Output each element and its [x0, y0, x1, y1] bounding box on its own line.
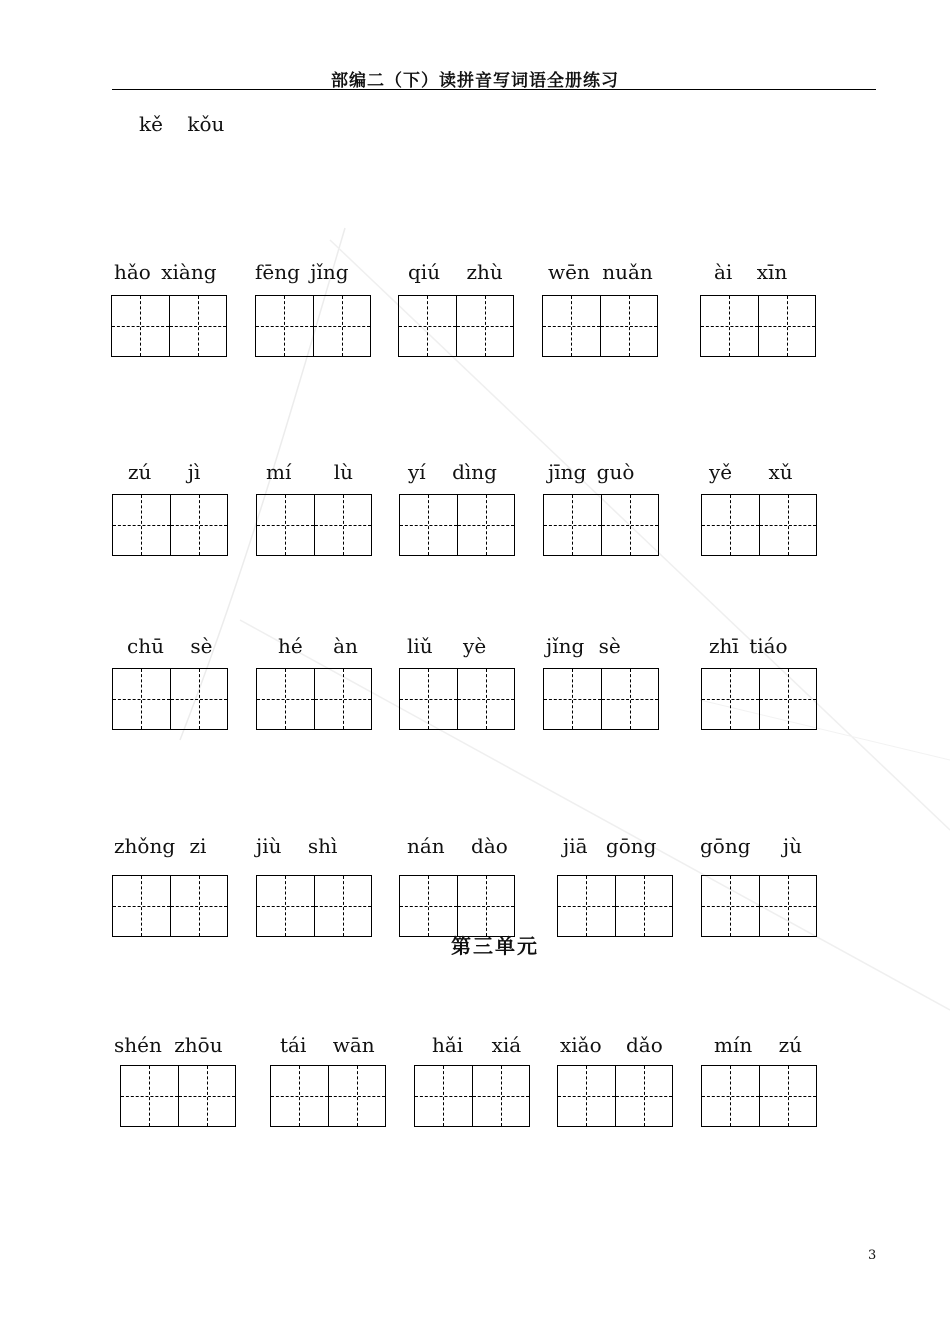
writing-cell[interactable] [112, 296, 169, 356]
writing-grid[interactable] [414, 1065, 530, 1127]
writing-grid[interactable] [120, 1065, 236, 1127]
writing-cell[interactable] [257, 495, 314, 555]
writing-grid[interactable] [112, 875, 228, 937]
pinyin-syllable: yě [709, 460, 733, 484]
pinyin-syllable: zhōu [174, 1033, 223, 1057]
pinyin-label [560, 1033, 663, 1057]
writing-cell[interactable] [615, 876, 673, 936]
pinyin-syllable: hǎo [114, 260, 151, 284]
pinyin-syllable: shén [114, 1033, 162, 1057]
pinyin-label [255, 260, 349, 284]
page-title: 部编二（下）读拼音写词语全册练习 [331, 71, 619, 91]
pinyin-syllable: jiā [563, 834, 588, 858]
writing-cell[interactable] [601, 495, 659, 555]
unit-heading: 第三单元 [451, 934, 539, 958]
pinyin-syllable: xiǎo [560, 1033, 602, 1057]
writing-cell[interactable] [271, 1066, 328, 1126]
pinyin-syllable: yí [408, 460, 426, 484]
writing-cell[interactable] [457, 495, 515, 555]
writing-cell[interactable] [544, 669, 601, 729]
pinyin-label [563, 834, 656, 858]
pinyin-label [408, 260, 503, 284]
pinyin-syllable: ài [714, 260, 733, 284]
pinyin-label [127, 634, 212, 658]
writing-cell[interactable] [702, 876, 759, 936]
writing-cell[interactable] [472, 1066, 530, 1126]
pinyin-label [256, 834, 337, 858]
pinyin-label [709, 460, 793, 484]
writing-cell[interactable] [543, 296, 600, 356]
pinyin-syllable: zhù [466, 260, 503, 284]
pinyin-syllable: lù [333, 460, 354, 484]
writing-cell[interactable] [113, 876, 170, 936]
writing-cell[interactable] [400, 495, 457, 555]
pinyin-syllable: xǔ [768, 460, 793, 484]
writing-cell[interactable] [257, 876, 314, 936]
pinyin-label [266, 460, 353, 484]
writing-grid[interactable] [543, 494, 659, 556]
pinyin-syllable: qiú [408, 260, 441, 284]
writing-cell[interactable] [121, 1066, 178, 1126]
pinyin-syllable: zú [128, 460, 152, 484]
pinyin-label [546, 634, 621, 658]
pinyin-syllable: gōng [605, 834, 657, 858]
writing-cell[interactable] [759, 669, 817, 729]
pinyin-syllable: xiàng [161, 260, 217, 284]
pinyin-syllable: hé [278, 634, 303, 658]
pinyin-syllable: dǎo [626, 1033, 663, 1057]
pinyin-label-top [139, 112, 224, 136]
writing-grid[interactable] [255, 295, 371, 357]
writing-grid[interactable] [399, 875, 515, 937]
pinyin-syllable: jì [187, 460, 201, 484]
writing-cell[interactable] [615, 1066, 673, 1126]
pinyin-syllable: nán [407, 834, 445, 858]
pinyin-syllable: liǔ [407, 634, 433, 658]
pinyin-syllable: sè [190, 634, 213, 658]
writing-grid[interactable] [542, 295, 658, 357]
pinyin-syllable: tái [280, 1033, 307, 1057]
pinyin-syllable: zi [189, 834, 207, 858]
pinyin-syllable: fēng [255, 260, 300, 284]
writing-grid[interactable] [270, 1065, 386, 1127]
pinyin-syllable: zú [778, 1033, 803, 1057]
pinyin-syllable: wān [332, 1033, 375, 1057]
writing-cell[interactable] [314, 876, 372, 936]
writing-cell[interactable] [257, 669, 314, 729]
pinyin-label [278, 634, 358, 658]
pinyin-label [714, 1033, 802, 1057]
pinyin-syllable: jǐng [546, 634, 585, 658]
pinyin-syllable: mín [714, 1033, 753, 1057]
writing-grid[interactable] [701, 875, 817, 937]
pinyin-syllable: hǎi [432, 1033, 464, 1057]
pinyin-label [128, 460, 200, 484]
page-number: 3 [868, 1248, 877, 1263]
writing-cell[interactable] [759, 876, 817, 936]
pinyin-syllable: mí [266, 460, 292, 484]
pinyin-syllable: kǒu [187, 112, 225, 136]
pinyin-label [114, 834, 206, 858]
writing-cell[interactable] [457, 876, 515, 936]
writing-cell[interactable] [113, 495, 170, 555]
pinyin-label [700, 834, 802, 858]
pinyin-label [407, 634, 486, 658]
pinyin-syllable: sè [598, 634, 621, 658]
pinyin-syllable: zhī [709, 634, 739, 658]
pinyin-syllable: jīng [548, 460, 587, 484]
writing-grid[interactable] [256, 494, 372, 556]
writing-cell[interactable] [415, 1066, 472, 1126]
pinyin-syllable: gōng [700, 834, 751, 858]
pinyin-label [114, 260, 217, 284]
writing-cell[interactable] [313, 296, 371, 356]
writing-grid[interactable] [701, 1065, 817, 1127]
pinyin-syllable: jǐng [310, 260, 349, 284]
pinyin-label [432, 1033, 521, 1057]
pinyin-label [548, 460, 634, 484]
writing-cell[interactable] [169, 296, 227, 356]
writing-cell[interactable] [701, 296, 758, 356]
pinyin-syllable: zhǒng [114, 834, 176, 858]
writing-grid[interactable] [701, 668, 817, 730]
writing-cell[interactable] [170, 495, 228, 555]
writing-cell[interactable] [400, 876, 457, 936]
pinyin-syllable: tiáo [749, 634, 788, 658]
writing-cell[interactable] [702, 1066, 759, 1126]
writing-grid[interactable] [398, 295, 514, 357]
writing-grid[interactable] [256, 875, 372, 937]
writing-cell[interactable] [328, 1066, 386, 1126]
writing-cell[interactable] [400, 669, 457, 729]
pinyin-syllable: wēn [548, 260, 590, 284]
pinyin-syllable: àn [333, 634, 358, 658]
pinyin-label [114, 1033, 223, 1057]
writing-cell[interactable] [256, 296, 313, 356]
pinyin-syllable: jù [782, 834, 802, 858]
writing-cell[interactable] [544, 495, 601, 555]
writing-grid[interactable] [557, 875, 673, 937]
writing-cell[interactable] [558, 876, 615, 936]
writing-cell[interactable] [702, 669, 759, 729]
writing-cell[interactable] [456, 296, 514, 356]
writing-grid[interactable] [701, 494, 817, 556]
writing-grid[interactable] [112, 668, 228, 730]
writing-cell[interactable] [759, 495, 817, 555]
header-divider [112, 89, 876, 90]
pinyin-syllable: guò [596, 460, 635, 484]
pinyin-syllable: nuǎn [602, 260, 653, 284]
writing-cell[interactable] [314, 495, 372, 555]
pinyin-label [548, 260, 653, 284]
pinyin-syllable: dào [471, 834, 508, 858]
writing-cell[interactable] [558, 1066, 615, 1126]
pinyin-label [709, 634, 788, 658]
pinyin-syllable: chū [127, 634, 164, 658]
writing-cell[interactable] [314, 669, 372, 729]
pinyin-syllable: kě [139, 112, 163, 136]
pinyin-label [407, 834, 508, 858]
pinyin-syllable: jiù [256, 834, 282, 858]
pinyin-syllable: shì [307, 834, 338, 858]
pinyin-label [280, 1033, 375, 1057]
writing-cell[interactable] [601, 669, 659, 729]
writing-grid[interactable] [700, 295, 816, 357]
pinyin-syllable: yè [463, 634, 487, 658]
writing-grid[interactable] [557, 1065, 673, 1127]
writing-cell[interactable] [702, 495, 759, 555]
writing-grid[interactable] [112, 494, 228, 556]
pinyin-syllable: dìng [452, 460, 497, 484]
pinyin-syllable: xīn [756, 260, 788, 284]
writing-cell[interactable] [600, 296, 658, 356]
writing-cell[interactable] [113, 669, 170, 729]
pinyin-label [408, 460, 497, 484]
writing-cell[interactable] [170, 876, 228, 936]
writing-cell[interactable] [759, 1066, 817, 1126]
pinyin-label [714, 260, 787, 284]
writing-grid[interactable] [399, 494, 515, 556]
pinyin-syllable: xiá [491, 1033, 522, 1057]
writing-cell[interactable] [178, 1066, 236, 1126]
writing-cell[interactable] [170, 669, 228, 729]
writing-cell[interactable] [758, 296, 816, 356]
writing-cell[interactable] [399, 296, 456, 356]
writing-grid[interactable] [111, 295, 227, 357]
writing-cell[interactable] [457, 669, 515, 729]
writing-grid[interactable] [543, 668, 659, 730]
writing-grid[interactable] [256, 668, 372, 730]
writing-grid[interactable] [399, 668, 515, 730]
